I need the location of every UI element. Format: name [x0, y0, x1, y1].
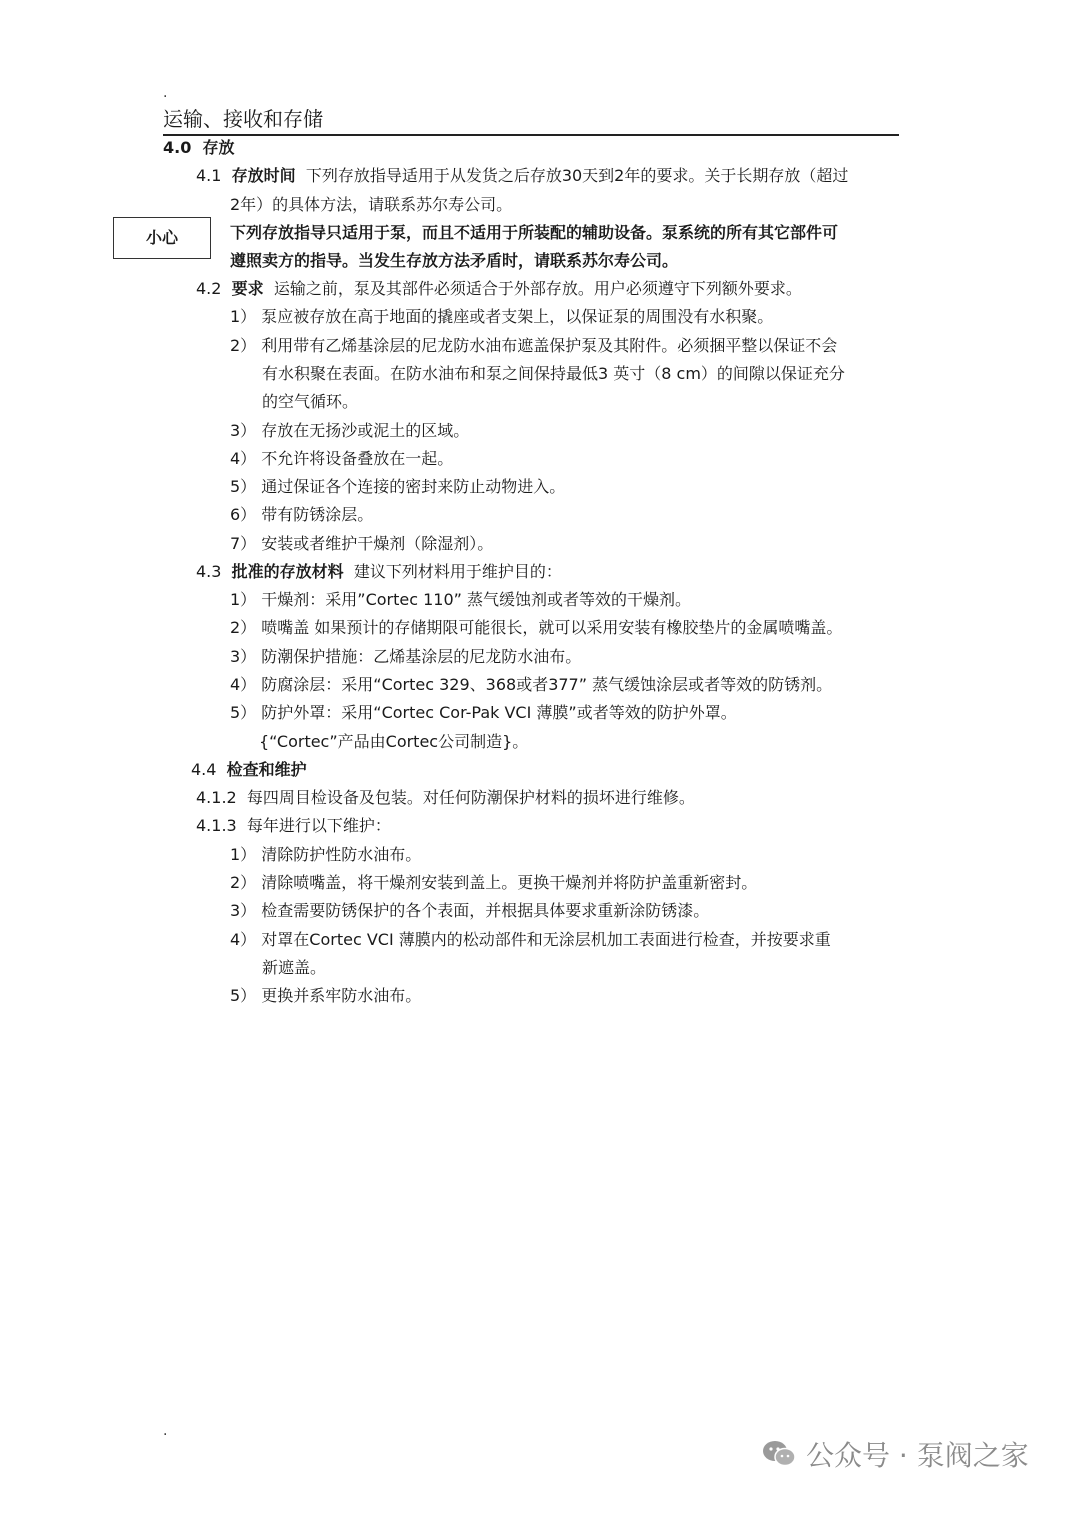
- item-text: 泵应被存放在高于地面的撬座或者支架上，以保证泵的周围没有水积聚。: [261, 307, 774, 326]
- item-text: 利用带有乙烯基涂层的尼龙防水油布遮盖保护泵及其附件。必须捆平整以保证不会: [261, 336, 838, 355]
- item-number: 1）: [230, 307, 257, 326]
- item-number: 5）: [230, 986, 257, 1005]
- list-item: [230, 533, 493, 555]
- list-item: [230, 929, 831, 951]
- item-text: 更换并系牢防水油布。: [261, 986, 422, 1005]
- clause-4-1-cont: 2年）的具体方法，请联系苏尔寿公司。: [230, 195, 513, 214]
- item-number: 3）: [230, 421, 257, 440]
- list-item: [230, 420, 469, 442]
- clause-4-1-3: [196, 815, 391, 837]
- item-number: 4）: [230, 930, 257, 949]
- list-item: [230, 448, 453, 470]
- item-number: 6）: [230, 505, 257, 524]
- list-item: [230, 985, 421, 1007]
- clause-4-3: [196, 561, 562, 583]
- list-item: [230, 589, 691, 611]
- item-text-cont: 新遮盖。: [262, 958, 327, 977]
- clause-number: 4.3: [196, 562, 222, 581]
- clause-4-1: [196, 165, 848, 187]
- item-text: 检查需要防锈保护的各个表面，并根据具体要求重新涂防锈漆。: [261, 901, 710, 920]
- caution-text-2: 遵照卖方的指导。当发生存放方法矛盾时，请联系苏尔寿公司。: [230, 251, 679, 270]
- clause-4-2: [196, 278, 802, 300]
- clause-label: 存放时间: [231, 166, 296, 185]
- section-heading: [163, 137, 235, 159]
- item-number: 3）: [230, 647, 257, 666]
- item-text: 通过保证各个连接的密封来防止动物进入。: [261, 477, 566, 496]
- caution-box: 小心: [113, 217, 211, 259]
- clause-4-4: [191, 759, 307, 781]
- item-number: 1）: [230, 590, 257, 609]
- item-text-cont: 的空气循环。: [262, 392, 359, 411]
- item-text: 防护外罩：采用“Cortec Cor-Pak VCI 薄膜”或者等效的防护外罩。: [261, 703, 737, 722]
- list-item: [230, 900, 709, 922]
- clause-text: 下列存放指导适用于从发货之后存放30天到2年的要求。关于长期存放（超过: [305, 166, 849, 185]
- item-number: 2）: [230, 873, 257, 892]
- item-text: 清除喷嘴盖，将干燥剂安装到盖上。更换干燥剂并将防护盖重新密封。: [261, 873, 758, 892]
- item-text: 对罩在Cortec VCI 薄膜内的松动部件和无涂层机加工表面进行检查，并按要求重: [261, 930, 831, 949]
- item-text: 清除防护性防水油布。: [261, 845, 422, 864]
- item-text: 不允许将设备叠放在一起。: [261, 449, 454, 468]
- item-number: 2）: [230, 618, 257, 637]
- list-item: [230, 306, 773, 328]
- list-item: [230, 844, 421, 866]
- wechat-icon: [762, 1439, 796, 1469]
- clause-label: 检查和维护: [226, 760, 307, 779]
- page-title: 运输、接收和存储: [163, 104, 899, 136]
- list-item: [230, 504, 373, 526]
- clause-label: 要求: [231, 279, 264, 298]
- list-item: [230, 872, 757, 894]
- footer-dot: .: [163, 1423, 168, 1439]
- watermark-text: 公众号 · 泵阀之家: [806, 1439, 1029, 1472]
- clause-text: 建议下列材料用于维护目的：: [353, 562, 562, 581]
- clause-number: 4.2: [196, 279, 222, 298]
- clause-text: 每四周目检设备及包装。对任何防潮保护材料的损坏进行维修。: [246, 788, 695, 807]
- caution-text-1: 下列存放指导只适用于泵，而且不适用于所装配的辅助设备。泵系统的所有其它部件可: [230, 223, 839, 242]
- item-number: 5）: [230, 477, 257, 496]
- clause-text: 每年进行以下维护：: [246, 816, 391, 835]
- item-text: 喷嘴盖 如果预计的存储期限可能很长，就可以采用安装有橡胶垫片的金属喷嘴盖。: [261, 618, 843, 637]
- item-number: 5）: [230, 703, 257, 722]
- section-title: 存放: [202, 138, 235, 157]
- item-text-cont: 有水积聚在表面。在防水油布和泵之间保持最低3 英寸（8 cm）的间隙以保证充分: [262, 364, 845, 383]
- item-number: 7）: [230, 534, 257, 553]
- item-number: 2）: [230, 336, 257, 355]
- item-text: 带有防锈涂层。: [261, 505, 374, 524]
- item-number: 4）: [230, 675, 257, 694]
- list-item: [230, 617, 842, 639]
- item-text: 干燥剂：采用”Cortec 110” 蒸气缓蚀剂或者等效的干燥剂。: [261, 590, 692, 609]
- clause-number: 4.4: [191, 760, 217, 779]
- manufacturer-note: {“Cortec”产品由Cortec公司制造}。: [259, 732, 529, 751]
- clause-4-1-2: [196, 787, 695, 809]
- watermark: [762, 1434, 1029, 1474]
- clause-number: 4.1: [196, 166, 222, 185]
- item-text: 安装或者维护干燥剂（除湿剂）。: [261, 534, 494, 553]
- list-item: [230, 335, 837, 357]
- clause-text: 运输之前，泵及其部件必须适合于外部存放。用户必须遵守下列额外要求。: [273, 279, 802, 298]
- item-text: 防腐涂层：采用“Cortec 329、368或者377” 蒸气缓蚀涂层或者等效的防锈剂。: [261, 675, 833, 694]
- list-item: [230, 674, 832, 696]
- item-number: 1）: [230, 845, 257, 864]
- clause-number: 4.1.3: [196, 816, 237, 835]
- item-number: 3）: [230, 901, 257, 920]
- item-text: 存放在无扬沙或泥土的区域。: [261, 421, 470, 440]
- item-number: 4）: [230, 449, 257, 468]
- clause-number: 4.1.2: [196, 788, 237, 807]
- header-dot: .: [163, 85, 168, 101]
- section-number: 4.0: [163, 138, 192, 157]
- list-item: [230, 476, 565, 498]
- clause-label: 批准的存放材料: [231, 562, 344, 581]
- list-item: [230, 646, 581, 668]
- item-text: 防潮保护措施：乙烯基涂层的尼龙防水油布。: [261, 647, 582, 666]
- list-item: [230, 702, 737, 724]
